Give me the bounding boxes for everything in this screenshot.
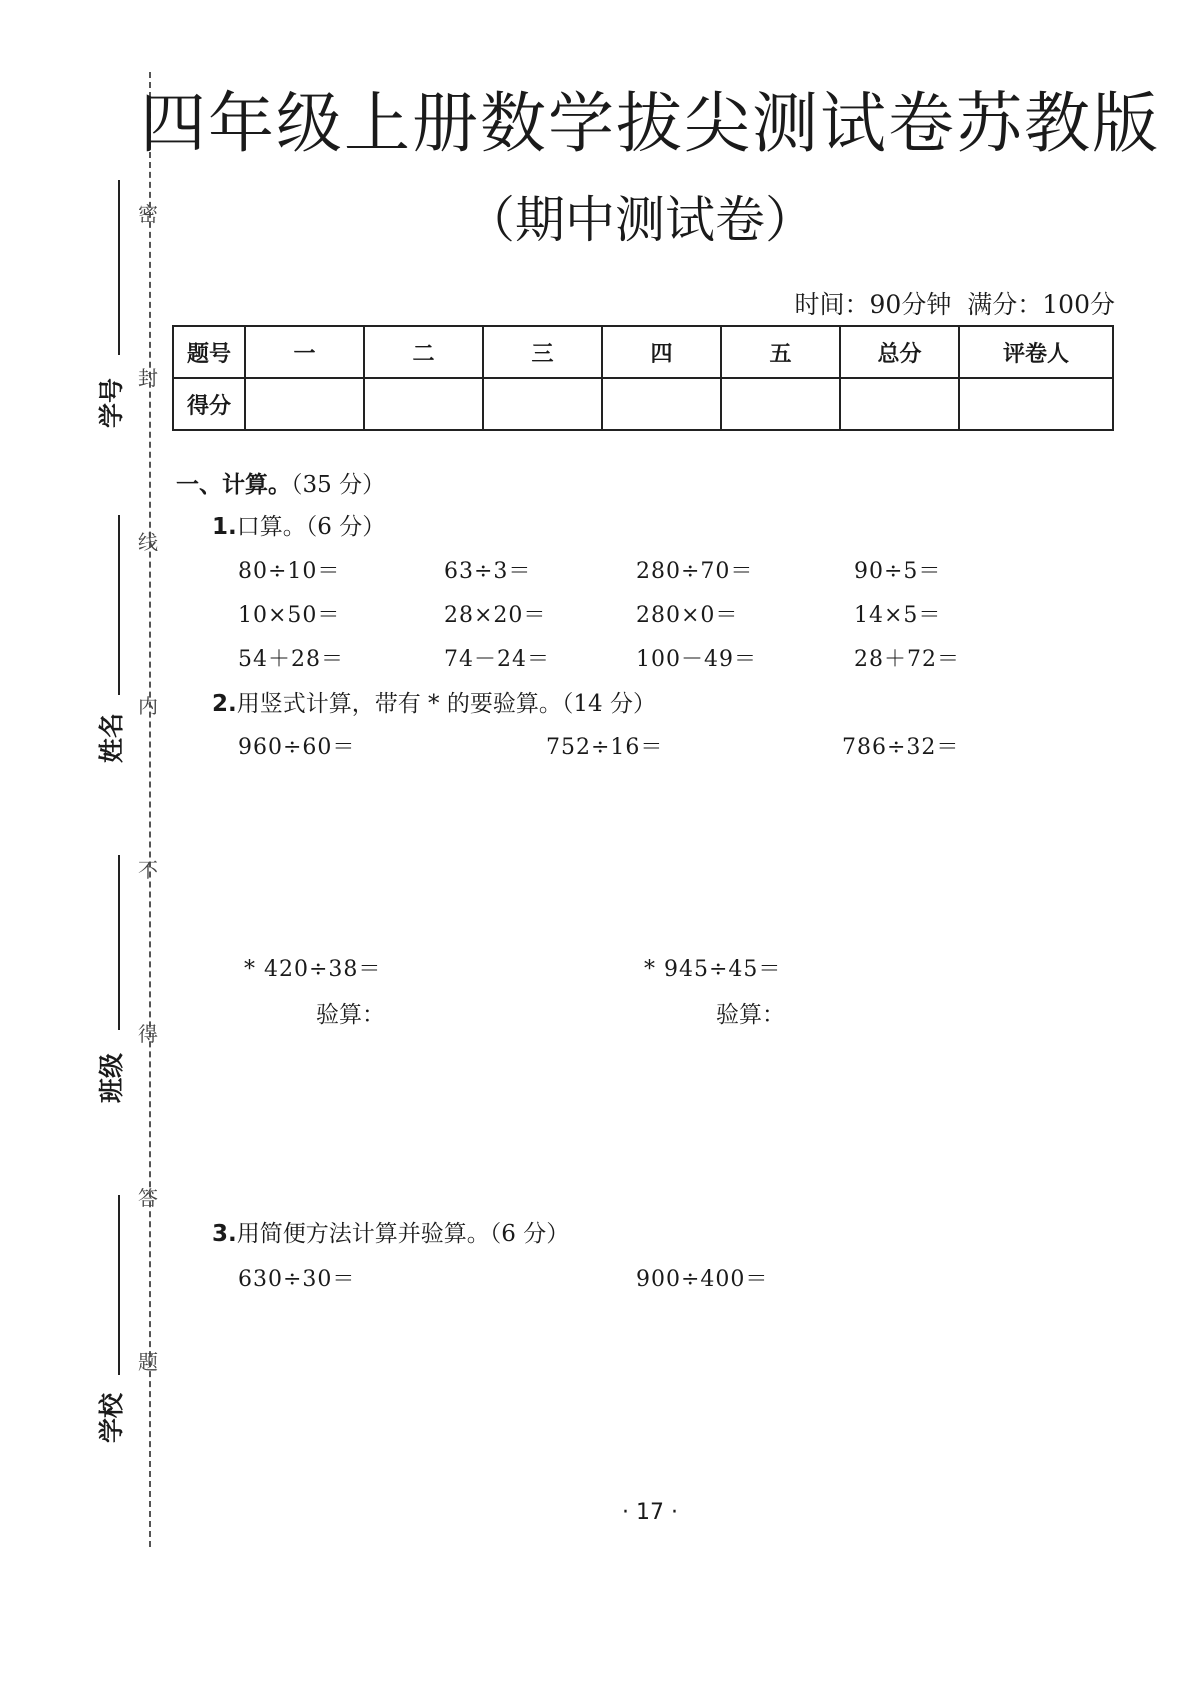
oral-calc-item: 10×50＝: [238, 603, 341, 628]
header-cell: 一: [245, 326, 364, 378]
page-subtitle: （期中测试卷）: [465, 191, 815, 249]
section-1-heading: 一、计算。（35 分）: [176, 472, 386, 498]
score-cell[interactable]: [959, 378, 1113, 430]
score-cell[interactable]: [364, 378, 483, 430]
vertical-calc-item: 752÷16＝: [546, 735, 664, 760]
seal-char: 答: [138, 1186, 158, 1210]
vertical-calc-check-item: * 420÷38＝: [244, 957, 382, 982]
seal-char: 不: [138, 858, 158, 882]
seal-char: 密: [138, 202, 158, 226]
question-2-title: 2.用竖式计算，带有 * 的要验算。（14 分）: [212, 691, 656, 717]
header-cell: 二: [364, 326, 483, 378]
header-cell: 题号: [173, 326, 245, 378]
score-cell[interactable]: [483, 378, 602, 430]
vertical-calc-check-item: * 945÷45＝: [644, 957, 782, 982]
oral-calc-item: 28＋72＝: [854, 647, 960, 672]
header-cell: 总分: [840, 326, 959, 378]
seal-dashed-line: [149, 72, 151, 1547]
score-table-header-row: [173, 326, 1113, 378]
header-cell: 四: [602, 326, 721, 378]
oral-calc-item: 280÷70＝: [636, 559, 754, 584]
score-table: [172, 325, 1114, 431]
full-score: 满分：100分: [967, 290, 1115, 319]
seal-char: 内: [138, 694, 158, 718]
seal-char: 线: [138, 530, 158, 554]
student-id-label: 学号: [97, 378, 126, 429]
score-table-score-row: [173, 378, 1113, 430]
name-line[interactable]: [118, 515, 120, 695]
class-label: 班级: [97, 1053, 126, 1104]
header-cell: 五: [721, 326, 840, 378]
simplified-calc-item: 630÷30＝: [238, 1267, 356, 1292]
oral-calc-item: 28×20＝: [444, 603, 547, 628]
oral-calc-item: 14×5＝: [854, 603, 942, 628]
page-number: · 17 ·: [622, 1500, 678, 1525]
simplified-calc-item: 900÷400＝: [636, 1267, 769, 1292]
exam-meta: [787, 285, 1115, 321]
seal-char: 封: [138, 366, 158, 390]
question-3-title: 3.用简便方法计算并验算。（6 分）: [212, 1221, 570, 1247]
school-label: 学校: [97, 1393, 126, 1444]
check-label: 验算：: [716, 1002, 785, 1028]
page-title: 四年级上册数学拔尖测试卷苏教版: [140, 85, 1160, 162]
header-cell: 三: [483, 326, 602, 378]
score-cell[interactable]: [840, 378, 959, 430]
check-label: 验算：: [316, 1002, 385, 1028]
header-cell: 评卷人: [959, 326, 1113, 378]
time-limit: 时间：90分钟: [794, 290, 952, 319]
oral-calc-item: 54＋28＝: [238, 647, 344, 672]
oral-calc-item: 280×0＝: [636, 603, 739, 628]
question-1-title: 1.口算。（6 分）: [212, 514, 386, 540]
seal-char: 题: [138, 1350, 158, 1374]
school-line[interactable]: [118, 1195, 120, 1375]
oral-calc-item: 74－24＝: [444, 647, 550, 672]
oral-calc-item: 100－49＝: [636, 647, 757, 672]
oral-calc-item: 90÷5＝: [854, 559, 942, 584]
score-cell[interactable]: [721, 378, 840, 430]
name-label: 姓名: [97, 713, 126, 764]
seal-char: 得: [138, 1022, 158, 1046]
row-label: 得分: [173, 378, 245, 430]
oral-calc-item: 80÷10＝: [238, 559, 341, 584]
score-cell[interactable]: [602, 378, 721, 430]
vertical-calc-item: 786÷32＝: [842, 735, 960, 760]
vertical-calc-item: 960÷60＝: [238, 735, 356, 760]
score-cell[interactable]: [245, 378, 364, 430]
class-line[interactable]: [118, 855, 120, 1030]
oral-calc-item: 63÷3＝: [444, 559, 532, 584]
